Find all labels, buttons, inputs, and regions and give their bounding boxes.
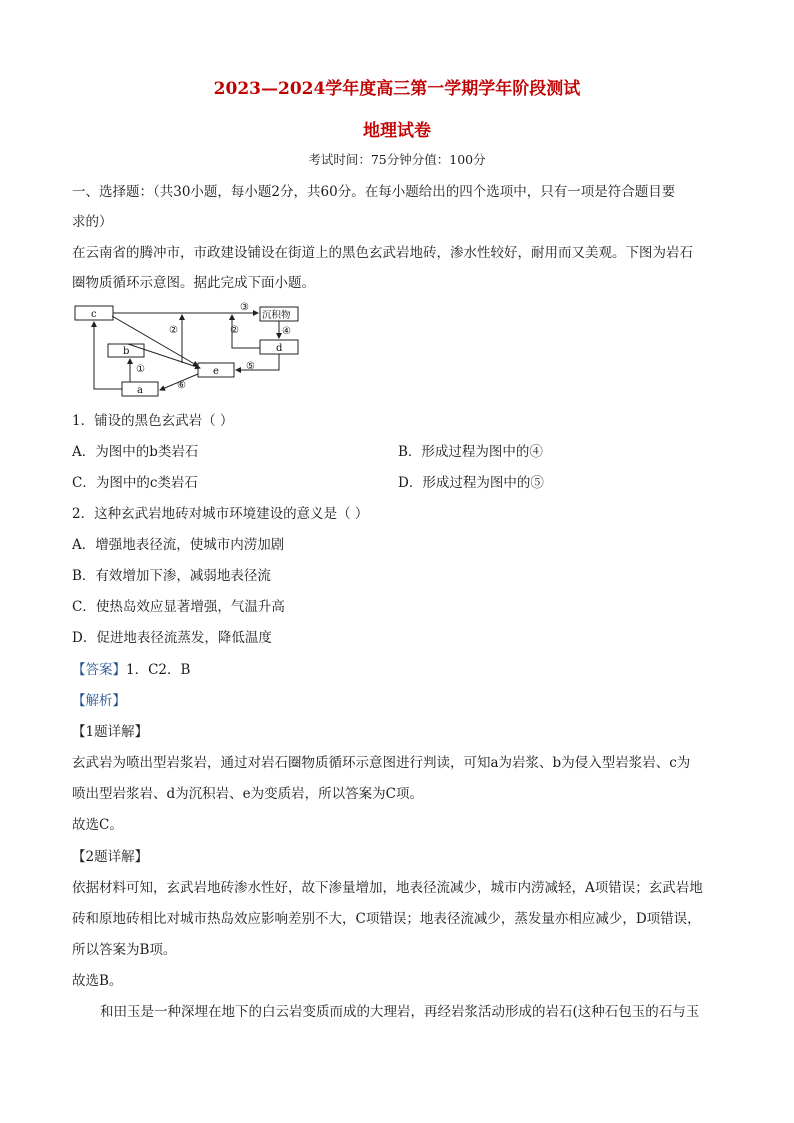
detail-2-conclusion: 故选B。 — [72, 973, 123, 989]
arrow-label-1: ① — [136, 364, 145, 375]
box-c-label: c — [91, 309, 97, 320]
analysis-tag: 【解析】 — [72, 693, 126, 709]
arrow-label-3: ③ — [240, 302, 249, 313]
subject-title: 地理试卷 — [363, 121, 431, 141]
arrow-label-2b: ② — [230, 325, 239, 336]
detail-2-line3: 所以答案为B项。 — [72, 942, 177, 958]
detail-1-line2: 喷出型岩浆岩、d为沉积岩、e为变质岩，所以答案为C项。 — [72, 786, 423, 802]
section-heading-line2: 求的） — [72, 214, 113, 230]
arrow-label-5: ⑤ — [246, 361, 255, 372]
question-1-option-c: C．为图中的c类岩石 — [72, 475, 198, 491]
exam-info: 考试时间：75分钟分值：100分 — [308, 152, 486, 167]
box-b-label: b — [123, 346, 130, 357]
intro-line2: 圈物质循环示意图。据此完成下面小题。 — [72, 275, 315, 291]
next-passage-line: 和田玉是一种深埋在地下的白云岩变质而成的大理岩，再经岩浆活动形成的岩石(这种石包玉的石与玉 — [100, 1004, 700, 1020]
intro-line1: 在云南省的腾冲市，市政建设铺设在街道上的黑色玄武岩地砖，渗水性较好，耐用而又美观。下图为岩石 — [72, 245, 693, 261]
detail-1-conclusion: 故选C。 — [72, 817, 123, 833]
question-1-option-d: D．形成过程为图中的⑤ — [398, 475, 544, 491]
section-heading-line1: 一、选择题：（共30小题，每小题2分，共60分。在每小题给出的四个选项中，只有一项是符合题目要 — [72, 184, 676, 200]
detail-1-line1: 玄武岩为喷出型岩浆岩，通过对岩石圈物质循环示意图进行判读，可知a为岩浆、b为侵入型岩浆岩、c为 — [72, 755, 691, 771]
arrow-label-6: ⑥ — [177, 380, 186, 391]
question-2-option-b: B．有效增加下渗，减弱地表径流 — [72, 568, 271, 584]
arrow-label-4: ④ — [282, 326, 291, 337]
question-2-option-d: D．促进地表径流蒸发，降低温度 — [72, 630, 272, 646]
box-sediment-label: 沉积物 — [262, 310, 291, 321]
rock-cycle-diagram — [70, 298, 310, 400]
detail-2-line1: 依据材料可知，玄武岩地砖渗水性好，故下渗量增加，地表径流减少，城市内涝减轻，A项错误；玄武岩地 — [72, 880, 703, 896]
question-1-option-a: A．为图中的b类岩石 — [72, 444, 199, 460]
box-a-label: a — [137, 385, 143, 396]
box-d-label: d — [276, 343, 283, 354]
detail-2-line2: 砖和原地砖相比对城市热岛效应影响差别不大，C项错误；地表径流减少，蒸发量亦相应减少，D项错误， — [72, 911, 701, 927]
question-2-stem: 2．这种玄武岩地砖对城市环境建设的意义是（ ） — [72, 506, 369, 522]
answer-tag: 【答案】 — [72, 662, 126, 678]
page-title: 2023—2024学年度高三第一学期学年阶段测试 — [213, 79, 581, 99]
answer-line — [72, 660, 722, 680]
box-e-label: e — [213, 366, 219, 377]
detail-2-tag: 【2题详解】 — [72, 849, 149, 865]
question-2-option-a: A．增强地表径流，使城市内涝加剧 — [72, 537, 285, 553]
question-1-option-b: B．形成过程为图中的④ — [398, 444, 543, 460]
detail-1-tag: 【1题详解】 — [72, 724, 149, 740]
arrow-label-2a: ② — [169, 325, 178, 336]
answer-text: 1．C2．B — [126, 662, 191, 678]
question-2-option-c: C．使热岛效应显著增强，气温升高 — [72, 599, 285, 615]
question-1-stem: 1．铺设的黑色玄武岩（ ） — [72, 413, 234, 429]
